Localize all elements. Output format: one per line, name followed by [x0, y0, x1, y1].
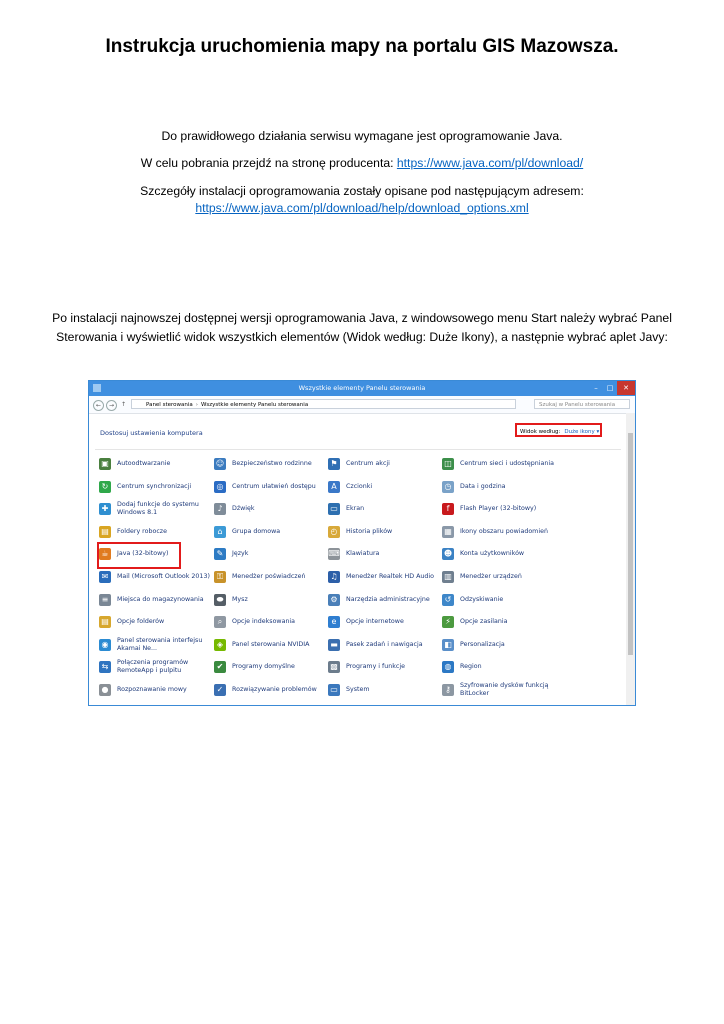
- mail-icon: ✉: [99, 571, 111, 583]
- troubleshooting-icon: ✓: [214, 684, 226, 696]
- instructions-line-1: Po instalacji najnowszej dostępnej wersji oprogramowania Java, z windowsowego menu Start należy wybrać Panel: [52, 311, 672, 325]
- action-center-icon: ⚑: [328, 458, 340, 470]
- storage-spaces-icon: ≡: [99, 594, 111, 606]
- cp-item-label: Opcje indeksowania: [232, 618, 296, 626]
- control-panel-screenshot: [88, 380, 636, 706]
- java-download-link[interactable]: https://www.java.com/pl/download/: [396, 156, 584, 170]
- content-header: [89, 414, 635, 450]
- cp-item[interactable]: [214, 656, 329, 678]
- cp-item-label: Menedżer poświadczeń: [232, 573, 306, 580]
- personalization-icon: ◧: [442, 639, 454, 651]
- cp-item[interactable]: [214, 476, 329, 498]
- address-bar-row: [89, 396, 635, 414]
- cp-item-label: Bezpieczeństwo rodzinne: [232, 460, 312, 467]
- programs-features-icon: ▩: [328, 661, 340, 673]
- cp-item[interactable]: [214, 634, 329, 656]
- details-paragraph: [0, 200, 724, 217]
- sync-center-icon: ↻: [99, 481, 111, 493]
- akamai-icon: ◉: [99, 639, 111, 651]
- vertical-scrollbar[interactable]: [626, 413, 635, 705]
- details-text: Szczegóły instalacji oprogramowania zostały opisane pod następującym adresem:: [140, 184, 584, 198]
- default-programs-icon: ✔: [214, 661, 226, 673]
- cp-item[interactable]: [214, 498, 329, 520]
- cp-item-label: Ikony obszaru powiadomień: [460, 527, 548, 535]
- cp-item-label: Opcje zasilania: [460, 618, 508, 626]
- cp-item[interactable]: [214, 521, 329, 543]
- cp-item-label: Klawiatura: [346, 550, 380, 558]
- cp-item-label: Centrum ułatwień dostępu: [232, 482, 316, 490]
- mouse-icon: ⬬: [214, 594, 226, 606]
- cp-item-label: System: [346, 686, 370, 693]
- display-icon: ▭: [328, 503, 340, 515]
- breadcrumb-all-items[interactable]: Wszystkie elementy Panelu sterowania: [200, 402, 309, 408]
- breadcrumb-control-panel[interactable]: Panel sterowania: [146, 402, 193, 408]
- cp-item-label: Mail (Microsoft Outlook 2013): [117, 573, 210, 580]
- cp-item[interactable]: [99, 453, 214, 475]
- cp-item[interactable]: [328, 476, 443, 498]
- credential-manager-icon: ⚿: [214, 571, 226, 583]
- add-features-icon: ✚: [99, 503, 111, 515]
- breadcrumb-separator: ›: [195, 402, 198, 408]
- taskbar-icon: ▬: [328, 639, 340, 651]
- java-highlight-box: [97, 542, 181, 569]
- cp-item-label: Pasek zadań i nawigacja: [346, 640, 423, 648]
- cp-item-label: Panel sterowania interfejsu Akamai Ne...: [117, 636, 203, 652]
- cp-item[interactable]: [99, 521, 214, 543]
- cp-item[interactable]: [442, 656, 557, 678]
- cp-item[interactable]: [99, 634, 214, 656]
- cp-item-label: Centrum akcji: [346, 460, 390, 467]
- cp-item[interactable]: [99, 611, 214, 633]
- ease-of-access-icon: ◎: [214, 481, 226, 493]
- cp-item-label: Rozpoznawanie mowy: [117, 686, 187, 693]
- cp-item-label: Personalizacja: [460, 640, 505, 648]
- view-by-label: Widok według:: [520, 429, 561, 435]
- bitlocker-icon: ⚷: [442, 684, 454, 696]
- remoteapp-icon: ⇆: [99, 661, 111, 673]
- cp-item[interactable]: [328, 656, 443, 678]
- cp-item-label: Miejsca do magazynowania: [117, 595, 204, 603]
- indexing-options-icon: ⌕: [214, 616, 226, 628]
- cp-item[interactable]: [99, 498, 214, 520]
- cp-item-label: Region: [460, 663, 482, 671]
- cp-item-label: Narzędzia administracyjne: [346, 595, 430, 603]
- power-options-icon: ⚡: [442, 616, 454, 628]
- fonts-icon: A: [328, 481, 340, 493]
- cp-item-label: Opcje internetowe: [346, 618, 404, 626]
- cp-item-label: Autoodtwarzanie: [117, 460, 171, 467]
- control-panel-items: [99, 453, 624, 706]
- cp-item[interactable]: [99, 476, 214, 498]
- cp-item-label: Flash Player (32-bitowy): [460, 505, 537, 513]
- cp-item[interactable]: [214, 566, 329, 588]
- cp-item[interactable]: [328, 634, 443, 656]
- close-button[interactable]: ✕: [617, 381, 635, 395]
- maximize-button[interactable]: □: [606, 384, 614, 392]
- cp-item-label: Rozwiązywanie problemów: [232, 686, 317, 693]
- cp-item-label: Konta użytkowników: [460, 550, 525, 558]
- cp-item-label: Szyfrowanie dysków funkcją BitLocker: [460, 682, 549, 697]
- java-icon: ☕: [99, 548, 111, 560]
- document-title: Instrukcja uruchomienia mapy na portalu GIS Mazowsza.: [105, 36, 619, 57]
- cp-item[interactable]: [99, 589, 214, 611]
- cp-item-label: Foldery robocze: [117, 527, 167, 535]
- cp-item[interactable]: [442, 453, 557, 475]
- cp-item-label: Odzyskiwanie: [460, 595, 504, 603]
- forward-arrow-icon[interactable]: →: [106, 400, 117, 411]
- cp-item[interactable]: [214, 611, 329, 633]
- cp-item-label: Grupa domowa: [232, 527, 281, 535]
- cp-item-label: Panel sterowania NVIDIA: [232, 640, 310, 648]
- notification-icons-icon: ▦: [442, 526, 454, 538]
- cp-item-label: Menedżer Realtek HD Audio: [346, 573, 434, 580]
- scrollbar-thumb[interactable]: [628, 433, 633, 655]
- cp-item[interactable]: [214, 453, 329, 475]
- admin-tools-icon: ⚙: [328, 594, 340, 606]
- window-title: Wszystkie elementy Panelu sterowania: [298, 384, 426, 392]
- download-prefix: W celu pobrania przejdź na stronę producenta:: [140, 156, 397, 170]
- file-history-icon: ◴: [328, 526, 340, 538]
- cp-item[interactable]: [442, 521, 557, 543]
- cp-item[interactable]: [442, 476, 557, 498]
- cp-item[interactable]: [328, 498, 443, 520]
- cp-item[interactable]: [214, 543, 329, 565]
- cp-item[interactable]: [442, 611, 557, 633]
- cp-item[interactable]: [214, 589, 329, 611]
- keyboard-icon: ⌨: [328, 549, 340, 559]
- cp-item[interactable]: [442, 498, 557, 520]
- cp-item-label: Data i godzina: [460, 482, 506, 490]
- cp-item[interactable]: [328, 453, 443, 475]
- cp-item-label: Programy domyślne: [232, 663, 295, 671]
- back-arrow-icon[interactable]: ←: [93, 400, 104, 411]
- homegroup-icon: ⌂: [214, 526, 226, 538]
- cp-item-label: Centrum synchronizacji: [117, 482, 192, 490]
- cp-item-label: Mysz: [232, 595, 248, 603]
- cp-item-label: Język: [232, 550, 249, 558]
- family-safety-icon: ☺: [215, 459, 225, 468]
- download-paragraph: [0, 155, 724, 172]
- cp-item[interactable]: [328, 521, 443, 543]
- cp-item-label: Programy i funkcje: [346, 663, 405, 671]
- cp-item-label: Dodaj funkcje do systemu Windows 8.1: [117, 501, 199, 517]
- view-by-value[interactable]: Duże ikony ▾: [564, 429, 600, 435]
- cp-item-label: Połączenia programów RemoteApp i pulpitu: [117, 659, 189, 675]
- cp-item[interactable]: [99, 656, 214, 678]
- cp-item[interactable]: [328, 589, 443, 611]
- search-input[interactable]: Szukaj w Panelu sterowania: [534, 399, 630, 409]
- cp-item[interactable]: [442, 566, 557, 588]
- cp-item[interactable]: [442, 543, 557, 565]
- cp-item-label: Opcje folderów: [117, 618, 165, 626]
- network-center-icon: ◫: [442, 458, 454, 470]
- cp-item-label: Java (32-bitowy): [117, 550, 169, 558]
- cp-item[interactable]: [214, 679, 329, 701]
- java-requirement-text: Do prawidłowego działania serwisu wymagane jest oprogramowanie Java.: [161, 129, 563, 143]
- nvidia-icon: ◈: [214, 639, 226, 651]
- autoplay-icon: ▣: [99, 458, 111, 470]
- cp-item-label: Menedżer urządzeń: [460, 573, 522, 580]
- internet-options-icon: e: [328, 616, 340, 628]
- instructions-line-2: Sterowania i wyświetlić widok wszystkich elementów (Widok według: Duże Ikony), a następnie wybrać aplet Javy:: [56, 330, 668, 344]
- language-icon: ✎: [214, 548, 226, 560]
- cp-item-label: Historia plików: [346, 527, 393, 535]
- cp-item[interactable]: [442, 634, 557, 656]
- realtek-audio-icon: ♫: [328, 571, 340, 583]
- flash-player-icon: f: [442, 503, 454, 515]
- user-accounts-icon: ☻: [443, 549, 453, 559]
- region-icon: ◍: [442, 661, 454, 673]
- address-box[interactable]: [131, 399, 516, 409]
- cp-item[interactable]: [328, 566, 443, 588]
- cp-item-label: Dźwięk: [232, 505, 255, 513]
- java-options-link[interactable]: https://www.java.com/pl/download/help/download_options.xml: [195, 201, 529, 215]
- cp-item[interactable]: [328, 611, 443, 633]
- recovery-icon: ↺: [442, 594, 454, 606]
- header-divider: [95, 449, 621, 450]
- cp-item-label: Czcionki: [346, 482, 373, 490]
- date-time-icon: ◷: [442, 481, 454, 493]
- cp-item-label: Ekran: [346, 505, 365, 513]
- window-titlebar: [89, 381, 635, 396]
- cp-item[interactable]: [442, 679, 557, 701]
- cp-item[interactable]: [328, 679, 443, 701]
- device-manager-icon: ▥: [442, 571, 454, 583]
- cp-item[interactable]: [99, 679, 214, 701]
- up-arrow-icon[interactable]: ↑: [120, 401, 127, 408]
- cp-item[interactable]: [328, 543, 443, 565]
- sound-icon: ♪: [214, 503, 226, 515]
- cp-item-label: Centrum sieci i udostępniania: [460, 460, 554, 467]
- speech-icon: ●: [99, 684, 111, 696]
- system-icon: ▭: [328, 684, 340, 696]
- adjust-settings-heading: Dostosuj ustawienia komputera: [100, 429, 203, 437]
- instructions-paragraph: [40, 309, 684, 347]
- work-folders-icon: ▤: [99, 526, 111, 538]
- folder-options-icon: ▤: [99, 616, 111, 628]
- minimize-button[interactable]: –: [594, 384, 598, 392]
- cp-item[interactable]: [99, 566, 214, 588]
- view-by-selector[interactable]: [515, 423, 602, 437]
- cp-item[interactable]: [442, 589, 557, 611]
